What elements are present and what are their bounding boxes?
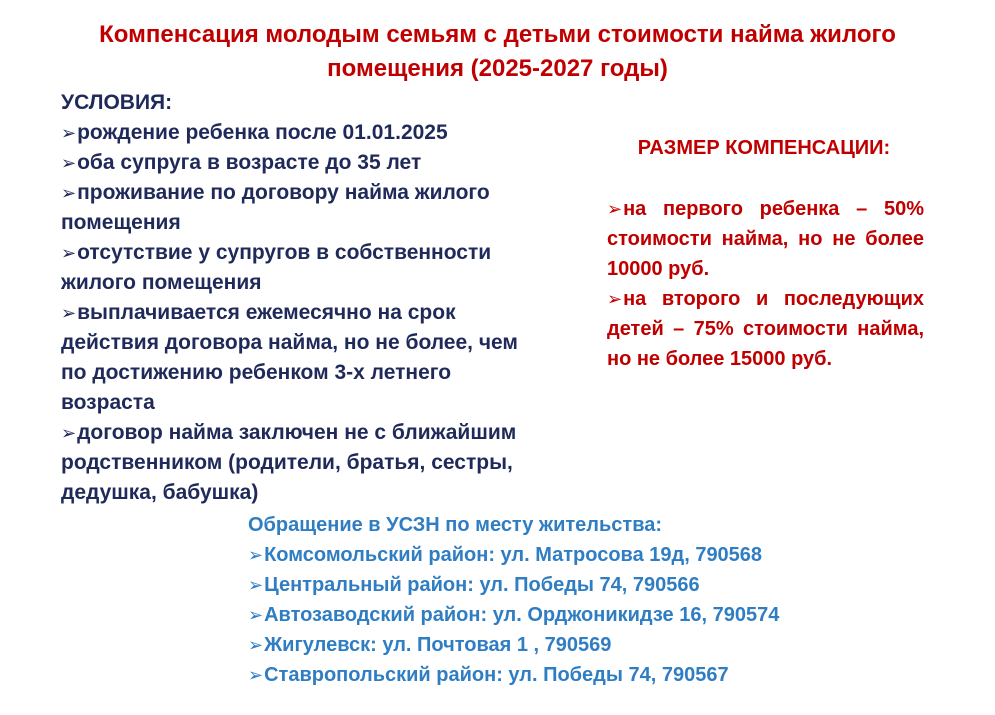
conditions-item-text: договор найма заключен не с ближайшим родственником (родители, братья, сестры, дедушка, бабушка) (61, 421, 517, 504)
contact-item (248, 600, 948, 630)
contact-item (248, 570, 948, 600)
contact-item-text: Автозаводский район: ул. Орджоникидзе 16, 790574 (264, 604, 780, 626)
contact-item-text: Ставропольский район: ул. Победы 74, 790567 (264, 664, 729, 686)
conditions-item-text: рождение ребенка после 01.01.2025 (77, 121, 448, 144)
compensation-item (607, 194, 924, 284)
arrow-bullet-icon: ➢ (61, 423, 77, 443)
page-title: Компенсация молодым семьям с детьми стоимости найма жилого помещения (2025-2027 годы) (99, 21, 896, 82)
arrow-bullet-icon: ➢ (248, 545, 264, 565)
arrow-bullet-icon: ➢ (61, 243, 77, 263)
arrow-bullet-icon: ➢ (248, 575, 264, 595)
arrow-bullet-icon: ➢ (61, 153, 77, 173)
arrow-bullet-icon: ➢ (61, 123, 77, 143)
arrow-bullet-icon: ➢ (607, 199, 623, 219)
conditions-item (61, 418, 541, 508)
conditions-item-text: отсутствие у супругов в собственности жилого помещения (61, 241, 492, 294)
contact-item-text: Жигулевск: ул. Почтовая 1 , 790569 (264, 634, 612, 656)
arrow-bullet-icon: ➢ (248, 605, 264, 625)
arrow-bullet-icon: ➢ (61, 303, 77, 323)
arrow-bullet-icon: ➢ (61, 183, 77, 203)
compensation-item-text: на второго и последующих детей – 75% стоимости найма, но не более 15000 руб. (607, 288, 924, 370)
conditions-item-text: выплачивается ежемесячно на срок действия договора найма, но не более, чем по достижению ребенком 3-х летнего возраста (61, 301, 518, 414)
contacts-section (248, 510, 948, 690)
contact-item-text: Комсомольский район: ул. Матросова 19д, 790568 (264, 544, 763, 566)
conditions-item (61, 148, 541, 178)
contact-item-text: Центральный район: ул. Победы 74, 790566 (264, 574, 700, 596)
contact-item (248, 660, 948, 690)
conditions-item-text: проживание по договору найма жилого помещения (61, 181, 490, 234)
compensation-heading: РАЗМЕР КОМПЕНСАЦИИ: (637, 137, 891, 159)
arrow-bullet-icon: ➢ (248, 635, 264, 655)
contacts-heading: Обращение в УСЗН по месту жительства: (248, 514, 663, 536)
conditions-item (61, 118, 541, 148)
conditions-item (61, 178, 541, 238)
conditions-item (61, 238, 541, 298)
conditions-item (61, 298, 541, 418)
compensation-item-text: на первого ребенка – 50% стоимости найма, но не более 10000 руб. (607, 198, 924, 280)
compensation-item (607, 284, 924, 374)
compensation-section (607, 194, 924, 374)
contact-item (248, 540, 948, 570)
arrow-bullet-icon: ➢ (607, 289, 623, 309)
conditions-item-text: оба супруга в возрасте до 35 лет (77, 151, 422, 174)
conditions-section (61, 88, 541, 508)
conditions-heading: УСЛОВИЯ: (61, 91, 173, 114)
arrow-bullet-icon: ➢ (248, 665, 264, 685)
contact-item (248, 630, 948, 660)
